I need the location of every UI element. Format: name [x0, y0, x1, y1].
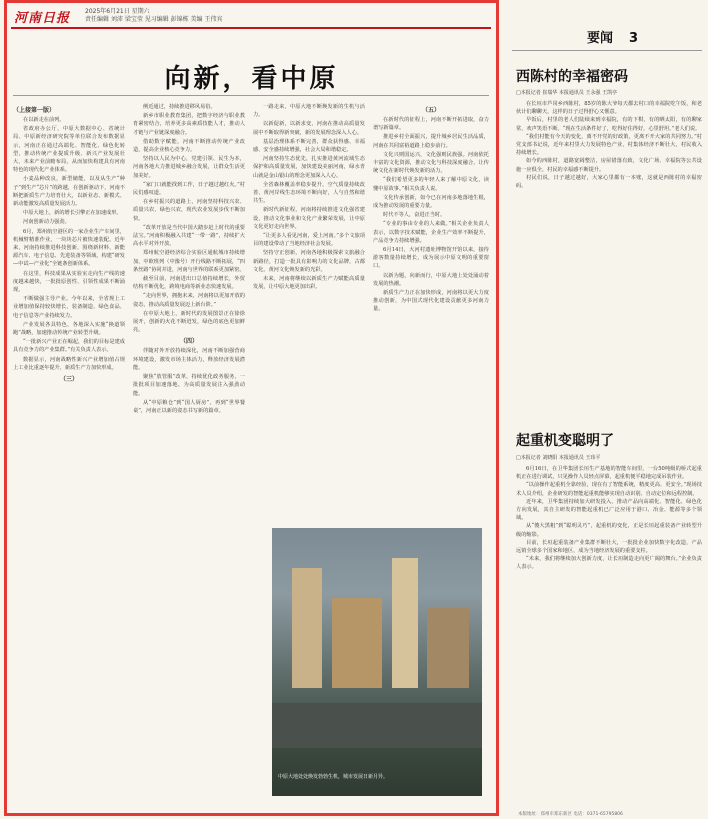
part-4-label: （四）	[179, 338, 198, 346]
part-3-label: （三）	[59, 376, 78, 384]
paragraph: 新时代新征程，河南将持续推进文化强省建设，推动文化事业和文化产业繁荣发展，让中原文化更好走向世界。	[253, 207, 365, 230]
column-1-paragraphs	[13, 116, 125, 372]
paragraph: “走向世界，拥抱未来，河南将以更加开放的姿态，推动高质量发展迈上新台阶。”	[133, 293, 245, 308]
date-line: 2025年6月21日 星期六	[85, 8, 150, 15]
paragraph: “让更多人看见河南，爱上河南。”多个文旅项目的建设带动了当地经济社会发展。	[253, 233, 365, 248]
masthead	[11, 5, 491, 27]
paragraph: 数据显示，河南战略性新兴产业增加值占规上工业比重逐年提升，新质生产力加快形成。	[13, 356, 125, 371]
story-1-byline: □本报记者 崔瑞华 本报通讯员 王永强 王凯亭	[516, 90, 618, 96]
paragraph: 从“中原粮仓”到“国人厨房”，再到“世界餐桌”，河南正以新的姿态书写新的篇章。	[133, 399, 245, 414]
paragraph: 坚持以人民为中心，党建引领、民生为本，河南各地大力推进城乡融合发展，让群众生活更加美好。	[133, 156, 245, 179]
paragraph: 6月16日，在卫华集团长垣生产基地的智能车间里，一台50吨级的桥式起重机正在进行调试，只见操作人员轻点屏幕，起重机便平稳地完成吊装作业。	[516, 466, 702, 481]
paragraph: 基层治理体系不断完善，群众获得感、幸福感、安全感持续增强，社会大局和谐稳定。	[253, 138, 365, 154]
paragraph: “以前操作起重机全靠经验，现在有了智能系统，精度更高、更安全。”现场技术人员介绍，企业研发的智能起重机能够实现自动识别、自动定位和远程控制。	[516, 482, 702, 497]
page-footer: 本版地址：郑州市郑东新区 电话：0371-65795806	[518, 812, 623, 817]
paragraph: 6月14日，大河村遗址博物馆开馆以来，接待游客数量持续增长，成为展示中原文明的重要窗口。	[373, 247, 489, 270]
paragraph: “一批新兴产业正在崛起，我们的目标是建成具有竞争力的产业集群。”有关负责人表示。	[13, 339, 125, 354]
paragraph: 文化传承创新，如今已在河南多地落地生根，成为推动发展的重要力量。	[373, 194, 489, 210]
paragraph: 时代不等人，奋进正当时。	[383, 212, 446, 219]
paragraph: 早饭后，村里的老人们陆续来到幸福院，有的下棋，有的晒太阳，有的聊家常，欢声笑语不断。“现在生活条件好了，吃得好住得好，心里舒坦。”老人们说。	[516, 117, 702, 132]
lead-headline: 向新，看中原	[164, 64, 339, 94]
paragraph: 河南坚持生态优先，扎实推进黄河流域生态保护和高质量发展，加快建设美丽河南，绿水青山就是金山银山的理念更加深入人心。	[253, 156, 365, 179]
paragraph: 新乡市职业教育集团，把数字经济与职业教育紧密结合，培养更多高素质技能人才，推动人才链与产业链深度融合。	[133, 113, 245, 136]
paragraph: 借助数字赋能，河南不断推动传统产业改造，提高企业核心竞争力。	[133, 138, 245, 154]
paragraph: 推进乡村全面振兴，提升城乡居民生活品质，河南在共同富裕道路上稳步前行。	[373, 134, 489, 149]
paragraph: 6月，郑州航空港区的一家企业生产车间里，机械臂精准作业，一块块芯片被快速装配。近年来，河南持续推进科技创新，围绕新材料、新能源汽车、电子信息、先进装备等领域，构建“研发—中试—产业化”全链条创新体系。	[13, 228, 125, 268]
paragraph: 中原大地上，新的增长引擎正在加速成形。	[23, 210, 122, 217]
paragraph: 在新时代的征程上，河南不断开拓进取，奋力谱写新篇章。	[373, 117, 489, 132]
page-number: 3	[629, 31, 639, 46]
paragraph: 在乡村振兴的道路上，河南坚持科技兴农、质量兴农、绿色兴农，现代农业发展步伐不断加快。	[133, 199, 245, 222]
paragraph: 全省森林覆盖率稳步提升，空气质量持续改善，黄河岸线生态环境不断向好，人与自然和谐共生。	[253, 181, 365, 205]
masthead-rule	[11, 27, 491, 29]
part-5-label: （五）	[421, 107, 440, 114]
paragraph: 文化兴则国运兴，文化强则民族强。河南依托丰富的文化资源，推动文化与科技深度融合，让传统文化在新时代焕发新的活力。	[373, 151, 489, 175]
paragraph: 目前，长垣起重装备产业集群不断壮大，一批批企业加快数字化改造，产品远销全球多个国家和地区，成为当地经济发展的重要支柱。	[516, 539, 702, 555]
paragraph: 例近通过，持续推进移风易俗。	[143, 104, 216, 110]
text-column-3	[253, 103, 365, 528]
paragraph: “未来，我们将继续加大创新力度，让长垣制造走向更广阔的舞台。”企业负责人表示。	[516, 556, 702, 571]
text-column-2	[133, 103, 245, 813]
paragraph: 村民们说，日子越过越好，大家心里都有一本账，这就是西陈村的幸福密码。	[516, 174, 702, 190]
paragraph: 新质生产力正在加快形成，河南将以更大力度推动创新，为中国式现代化建设贡献更多河南力量。	[373, 290, 489, 313]
paragraph: 从“傻大黑粗”到“聪明灵巧”，起重机的变化，正是长垣起重装备产业转型升级的缩影。	[516, 523, 702, 538]
paragraph: 小麦品种改良，新型储能，以及从生产“种子”到生产“芯片”的跨越，在创新驱动下，河南不断把新质生产力培育壮大，以新业态、新模式、新动能激发高质量发展活力。	[13, 176, 125, 208]
paragraph: 不断做强主导产业。今年以来，全省规上工业增加值保持较快增长，装备制造、绿色食品、电子信息等产业持续发力。	[13, 296, 125, 319]
paragraph: 在这里，科技成果从实验室走向生产线的速度越来越快，一批批原创性、引领性成果不断涌现。	[13, 270, 125, 294]
paragraph: 坚持守正创新，河南各地积极探索文旅融合新路径，打造一批具有影响力的文化品牌，古都文化、黄河文化焕发新的光彩。	[253, 250, 365, 273]
photo-caption: 中原大地处处焕发勃勃生机，城市发展日新月异。	[278, 774, 389, 780]
text-column-4	[373, 103, 489, 528]
paragraph: 伴随对外开放持续深化，河南不断加强营商环境建设，激发市场主体活力，释放经济发展潜能。	[133, 348, 245, 371]
date-and-editors	[85, 8, 222, 24]
paragraph: 近年来，卫华集团持续加大研发投入，推动产品向高端化、智能化、绿色化方向发展，其自主研发的智能起重机已广泛应用于港口、冶金、能源等多个领域。	[516, 498, 702, 522]
paragraph: 在中原大地上，新时代的发展图景正在徐徐展开，创新的火花不断迸发，绿色的底色更加鲜亮。	[133, 310, 245, 334]
paragraph: 聚焦“放管服”改革，持续优化政务服务，一批批项目加速落地，为高质量发展注入强劲动能。	[133, 374, 245, 397]
story-1-title: 西陈村的幸福密码	[516, 69, 628, 85]
continued-label: （上接第一版）	[13, 107, 56, 114]
section-name: 要闻	[587, 31, 614, 46]
paragraph: “改革开放是当代中国大踏步赶上时代的重要法宝。”河南积极融入共建“一带一路”，持续扩大高水平对外开放。	[133, 224, 245, 248]
story-1-body	[516, 100, 702, 413]
paragraph: 以新为题，向新而行，中原大地上处处涌动着发展的热潮。	[373, 272, 489, 287]
paragraph: 一路走来，中原大地不断焕发新的生机与活力。	[253, 104, 365, 119]
section-rule	[512, 50, 702, 51]
paragraph: 产业发展各具特色，各地深入实施“换道领跑”战略，加速推动传统产业转型升级。	[13, 321, 125, 337]
paragraph: “我们村能有今天的变化，离不开党的好政策，更离不开大家的共同努力。”村党支部书记说，近年来村里大力发展特色产业，村集体经济不断壮大，村民收入持续增长。	[516, 133, 702, 157]
column-2b-paragraphs	[133, 347, 245, 415]
paragraph: 河南创新动力强劲。	[23, 219, 70, 226]
column-2-paragraphs	[133, 103, 245, 334]
editors-line: 责任编辑 刘沛 梁宝莹 见习编辑 彭锦栋 美编 王伟宾	[85, 16, 223, 23]
paragraph: 截至目前，河南进出口总值持续增长，外贸结构不断优化，跨境电商等新业态快速发展。	[133, 276, 245, 291]
paragraph: 如今的西陈村，道路宽阔整洁，房屋错落有致，文化广场、幸福院等公共设施一应俱全，村民的幸福感不断提升。	[516, 158, 702, 173]
city-photo	[272, 528, 482, 796]
column-4-paragraphs	[373, 116, 489, 314]
newspaper-logo: 河南日报	[14, 11, 71, 26]
paragraph: 未来，河南将继续以新质生产力赋能高质量发展，让中原大地更加出彩。	[253, 276, 365, 291]
paragraph: “专业的事由专业的人来做。”相关企业负责人表示，以数字技术赋能，企业生产效率不断提升，产品竞争力持续增强。	[373, 221, 489, 244]
paragraph: 郑州航空港经济综合实验区通航城市持续增加，中欧班列（中豫号）开行线路不断拓展，“四条丝路”协同并进，河南与世界的联系更加紧密。	[133, 250, 245, 273]
story-2-title: 起重机变聪明了	[516, 433, 614, 449]
text-column-1	[13, 103, 125, 813]
paragraph: 在以新走在前列。	[23, 117, 65, 123]
story-2-byline: □本报记者 刘晓阳 本报通讯员 王玮平	[516, 455, 601, 461]
headline-rule	[13, 95, 489, 96]
paragraph: “家门口就能找到工作，日子越过越红火。”村民们感叹道。	[133, 181, 245, 197]
section-header	[587, 27, 638, 46]
paragraph: 省政府办公厅、中原大数据中心、省统计局、中原新经济研究院等单位联合发布数据显示，河南正在通过高端化、智能化、绿色化转型，推动传统产业提质升级、新兴产业发展壮大、未来产业前瞻布局，从而加快构建具有河南特色的现代化产业体系。	[13, 126, 125, 174]
paragraph: 在长垣市芦岗乡西陈村，85岁的陈大爷每天都去村口的幸福院吃午饭，和老伙计们聊聊天，这样的日子过得舒心又惬意。	[516, 101, 702, 116]
story-2-body	[516, 465, 702, 805]
paragraph: 以新促新，以新求变，河南在推动高质量发展中不断取得新突破，新的发展理念深入人心。	[253, 121, 365, 136]
paragraph: “我们希望更多的年轻人来了解中原文化，读懂中原故事。”相关负责人说。	[373, 177, 489, 192]
column-3-paragraphs	[253, 103, 365, 291]
